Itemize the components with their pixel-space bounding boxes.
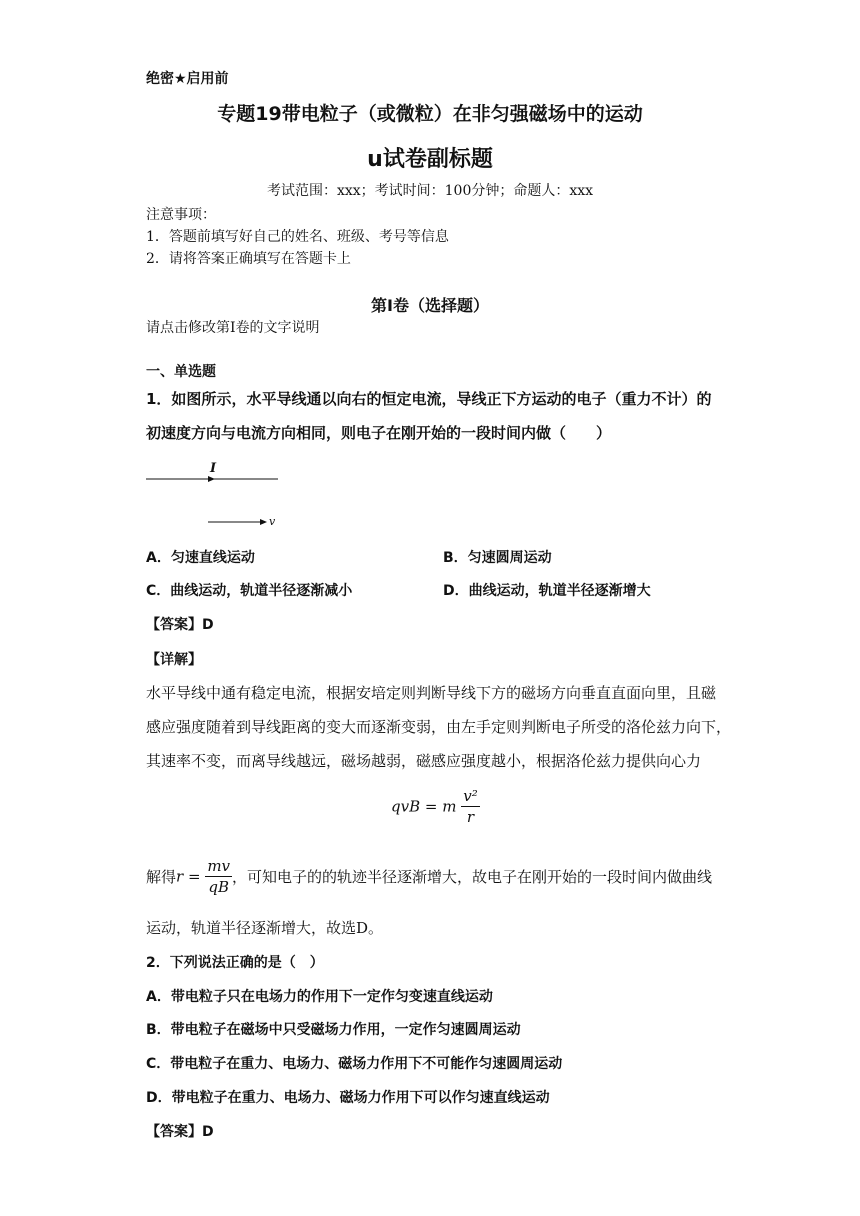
q2-option-a: A．带电粒子只在电场力的作用下一定作匀变速直线运动 [146, 989, 493, 1005]
q2-option-c: C．带电粒子在重力、电场力、磁场力作用下不可能作匀速圆周运动 [146, 1056, 563, 1072]
formula-fraction [461, 786, 480, 827]
solve-numerator: mv [207, 857, 231, 875]
secret-label: 绝密★启用前 [146, 71, 229, 87]
solve-fraction [205, 856, 232, 897]
q1-explanation-line: 感应强度随着到导线距离的变大而逐渐变弱，由左手定则判断电子所受的洛伦兹力向下， [146, 718, 732, 736]
notes-heading: 注意事项： [146, 207, 216, 223]
lorentz-formula [391, 786, 480, 827]
solve-denominator: qB [208, 878, 229, 896]
q1-option-b: B．匀速圆周运动 [443, 550, 552, 566]
q1-stem-line: 1．如图所示，水平导线通以向右的恒定电流，导线正下方运动的电子（重力不计）的 [146, 390, 712, 408]
q1-explanation-line: 水平导线中通有稳定电流，根据安培定则判断导线下方的磁场方向垂直直面向里，且磁 [146, 684, 717, 702]
q1-explanation-line: 其速率不变，而离导线越远，磁场越弱，磁感应强度越小，根据洛伦兹力提供向心力 [146, 752, 702, 770]
part1-description: 请点击修改第I卷的文字说明 [146, 320, 320, 336]
q1-detail-label: 【详解】 [146, 652, 202, 668]
q1-option-d: D．曲线运动，轨道半径逐渐增大 [443, 583, 651, 599]
solve-suffix: ，可知电子的的轨迹半径逐渐增大，故电子在刚开始的一段时间内做曲线 [232, 868, 713, 886]
exam-info: 考试范围：xxx；考试时间：100分钟；命题人：xxx [266, 183, 594, 199]
part1-heading: 第I卷（选择题） [371, 296, 489, 315]
q1-option-a: A．匀速直线运动 [146, 550, 255, 566]
document-title: 专题19带电粒子（或微粒）在非匀强磁场中的运动 [217, 103, 643, 125]
current-arrow-icon [208, 476, 215, 482]
q1-option-c: C．曲线运动，轨道半径逐渐减小 [146, 583, 353, 599]
q1-solve-line [146, 856, 712, 897]
q2-answer: 【答案】D [146, 1124, 214, 1140]
notes-item: 2．请将答案正确填写在答题卡上 [146, 251, 351, 267]
q2-option-b: B．带电粒子在磁场中只受磁场力作用，一定作匀速圆周运动 [146, 1022, 521, 1038]
q2-stem: 2．下列说法正确的是（ ） [146, 955, 324, 971]
velocity-label: v [269, 515, 276, 528]
formula-denominator: r [466, 808, 475, 826]
solve-lhs: r = [176, 867, 201, 886]
q1-stem-line: 初速度方向与电流方向相同，则电子在刚开始的一段时间内做（ ） [146, 424, 612, 442]
notes-item: 1．答题前填写好自己的姓名、班级、考号等信息 [146, 229, 449, 245]
q1-figure [140, 458, 290, 530]
velocity-arrow-icon [260, 519, 267, 525]
current-label: I [210, 461, 217, 476]
document-subtitle: u试卷副标题 [367, 147, 493, 172]
q1-conclusion: 运动，轨道半径逐渐增大，故选D。 [146, 919, 384, 937]
section-heading: 一、单选题 [146, 364, 216, 380]
solve-prefix: 解得 [146, 868, 177, 886]
formula-left: qvB = m [391, 797, 457, 816]
q2-option-d: D．带电粒子在重力、电场力、磁场力作用下可以作匀速直线运动 [146, 1090, 550, 1106]
q1-answer: 【答案】D [146, 617, 214, 633]
formula-numerator: v² [463, 787, 478, 805]
